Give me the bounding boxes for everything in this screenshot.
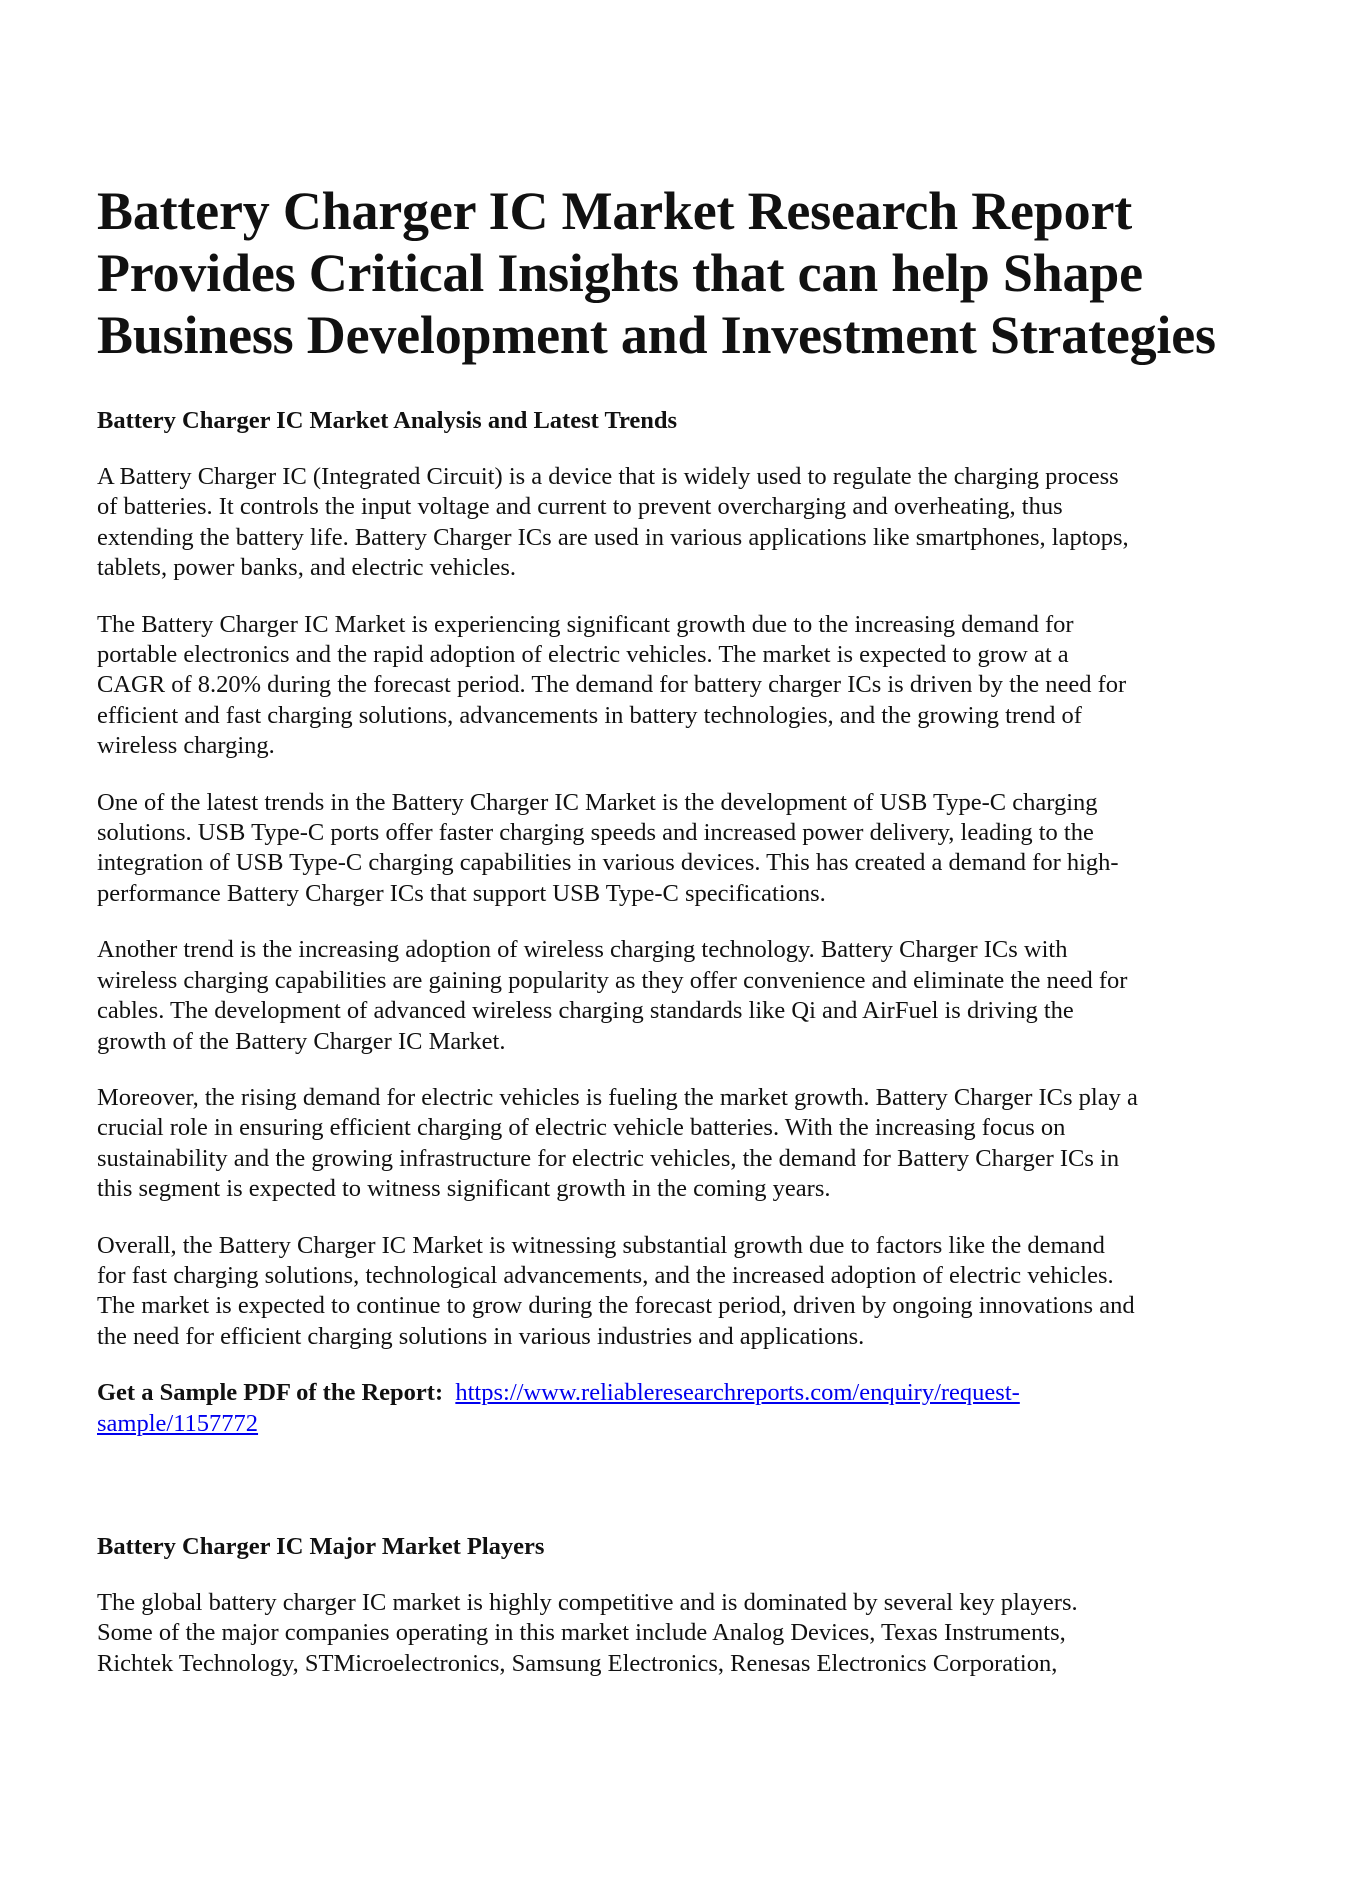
paragraph-definition: [97, 462, 1267, 584]
text-line: the need for efficient charging solutions in various industries and applications.: [97, 1322, 865, 1350]
sample-pdf-link[interactable]: https://www.reliableresearchreports.com/enquiry/request-: [455, 1379, 1020, 1407]
text-line: solutions. USB Type-C ports offer faster charging speeds and increased power delivery, leading to the: [97, 819, 1094, 847]
text-line: Moreover, the rising demand for electric vehicles is fueling the market growth. Battery Charger ICs play a: [97, 1083, 1138, 1111]
paragraph-growth: [97, 610, 1267, 762]
text-line: The market is expected to continue to grow during the forecast period, driven by ongoing innovations and: [97, 1292, 1135, 1320]
text-line: A Battery Charger IC (Integrated Circuit) is a device that is widely used to regulate the charging process: [97, 463, 1119, 490]
paragraph-ev-demand: [97, 1083, 1267, 1205]
text-line: One of the latest trends in the Battery Charger IC Market is the development of USB Type-C charging: [97, 788, 1098, 816]
section-heading-analysis: Battery Charger IC Market Analysis and Latest Trends: [97, 407, 678, 434]
text-line: performance Battery Charger ICs that support USB Type-C specifications.: [97, 879, 826, 907]
sample-line: [97, 1409, 1267, 1439]
text-line: The Battery Charger IC Market is experiencing significant growth due to the increasing demand for: [97, 610, 1074, 638]
text-line: this segment is expected to witness significant growth in the coming years.: [97, 1175, 831, 1203]
text-line: crucial role in ensuring efficient charging of electric vehicle batteries. With the increasing focus on: [97, 1114, 1066, 1142]
document-page: [97, 180, 1267, 1679]
text-line: of batteries. It controls the input voltage and current to prevent overcharging and overheating, thus: [97, 493, 1063, 521]
text-line: Another trend is the increasing adoption of wireless charging technology. Battery Charger ICs with: [97, 936, 1068, 964]
text-line: Some of the major companies operating in this market include Analog Devices, Texas Instruments,: [97, 1619, 1066, 1647]
paragraph-market-players: [97, 1588, 1267, 1679]
paragraph-wireless-trend: [97, 935, 1267, 1057]
report-title: [97, 180, 1267, 366]
sample-pdf-link-continued[interactable]: sample/1157772: [97, 1409, 259, 1437]
text-line: Overall, the Battery Charger IC Market is witnessing substantial growth due to factors like the demand: [97, 1231, 1105, 1259]
text-line: portable electronics and the rapid adoption of electric vehicles. The market is expected to grow at a: [97, 641, 1069, 669]
text-line: wireless charging capabilities are gaining popularity as they offer convenience and eliminate the need for: [97, 966, 1128, 994]
text-line: efficient and fast charging solutions, advancements in battery technologies, and the growing trend of: [97, 701, 1082, 729]
text-line: tablets, power banks, and electric vehicles.: [97, 554, 517, 582]
title-line: Battery Charger IC Market Research Report: [97, 181, 1132, 241]
title-line: Business Development and Investment Strategies: [97, 305, 1216, 365]
text-line: The global battery charger IC market is highly competitive and is dominated by several key players.: [97, 1588, 1078, 1616]
text-line: sustainability and the growing infrastructure for electric vehicles, the demand for Battery Charger ICs in: [97, 1144, 1120, 1172]
paragraph-overall: [97, 1231, 1267, 1353]
text-line: cables. The development of advanced wireless charging standards like Qi and AirFuel is driving the: [97, 997, 1074, 1025]
text-line: growth of the Battery Charger IC Market.: [97, 1027, 506, 1055]
section-heading-players: Battery Charger IC Major Market Players: [97, 1532, 545, 1560]
paragraph-usb-c-trend: [97, 788, 1267, 910]
text-line: Richtek Technology, STMicroelectronics, Samsung Electronics, Renesas Electronics Corporation,: [97, 1649, 1058, 1677]
sample-pdf-label: Get a Sample PDF of the Report:: [97, 1379, 444, 1407]
title-line: Provides Critical Insights that can help Shape: [97, 243, 1143, 303]
text-line: wireless charging.: [97, 732, 275, 760]
text-line: CAGR of 8.20% during the forecast period. The demand for battery charger ICs is driven by the need for: [97, 671, 1127, 699]
sample-line: [97, 1378, 1267, 1408]
sample-pdf-request: [97, 1378, 1267, 1439]
text-line: extending the battery life. Battery Charger ICs are used in various applications like smartphones, laptops,: [97, 523, 1129, 551]
text-line: integration of USB Type-C charging capabilities in various devices. This has created a demand for high-: [97, 849, 1119, 877]
text-line: for fast charging solutions, technological advancements, and the increased adoption of electric vehicles.: [97, 1261, 1114, 1289]
